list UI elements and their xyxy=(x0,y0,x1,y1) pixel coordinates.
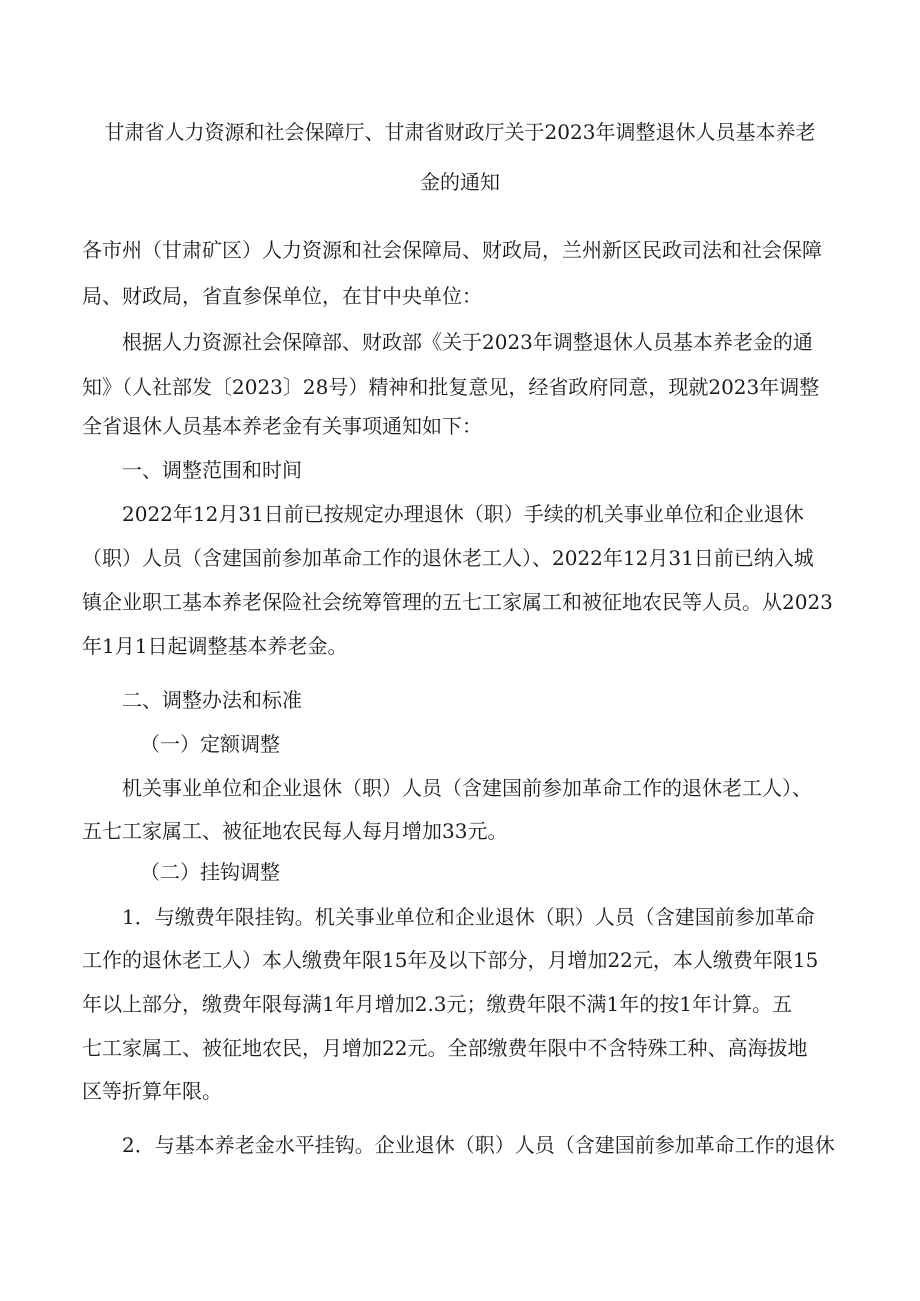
subsection-1-line-1: 机关事业单位和企业退休（职）人员（含建国前参加革命工作的退休老工人）、 xyxy=(122,776,812,800)
section-1-heading: 一、调整范围和时间 xyxy=(122,458,302,482)
section-2-heading: 二、调整办法和标准 xyxy=(122,688,302,712)
intro-line-3: 全省退休人员基本养老金有关事项通知如下： xyxy=(82,414,482,438)
intro-line-2: 知》（人社部发〔2023〕28号）精神和批复意见，经省政府同意，现就2023年调整 xyxy=(82,375,820,399)
item-1-line-2: 工作的退休老工人）本人缴费年限15年及以下部分，月增加22元，本人缴费年限15 xyxy=(82,948,819,972)
subsection-1-line-2: 五七工家属工、被征地农民每人每月增加33元。 xyxy=(82,819,508,843)
item-1-line-3: 年以上部分，缴费年限每满1年月增加2.3元；缴费年限不满1年的按1年计算。五 xyxy=(82,992,792,1016)
addressee-line-2: 局、财政局，省直参保单位，在甘中央单位： xyxy=(82,284,482,308)
item-2-line-1: 2．与基本养老金水平挂钩。企业退休（职）人员（含建国前参加革命工作的退休 xyxy=(122,1133,835,1157)
intro-line-1: 根据人力资源社会保障部、财政部《关于2023年调整退休人员基本养老金的通 xyxy=(122,330,813,354)
section-1-line-1: 2022年12月31日前已按规定办理退休（职）手续的机关事业单位和企业退休 xyxy=(122,502,804,526)
section-1-line-3: 镇企业职工基本养老保险社会统筹管理的五七工家属工和被征地农民等人员。从2023 xyxy=(82,590,833,614)
subsection-1-heading: （一）定额调整 xyxy=(140,732,280,756)
subsection-2-heading: （二）挂钩调整 xyxy=(140,860,280,884)
item-1-line-5: 区等折算年限。 xyxy=(82,1079,222,1103)
item-1-line-4: 七工家属工、被征地农民，月增加22元。全部缴费年限中不含特殊工种、高海拔地 xyxy=(82,1036,808,1060)
section-1-line-2: （职）人员（含建国前参加革命工作的退休老工人）、2022年12月31日前已纳入城 xyxy=(82,546,814,570)
section-1-line-4: 年1月1日起调整基本养老金。 xyxy=(82,634,348,658)
addressee-line-1: 各市州（甘肃矿区）人力资源和社会保障局、财政局，兰州新区民政司法和社会保障 xyxy=(82,238,822,262)
item-1-line-1: 1．与缴费年限挂钩。机关事业单位和企业退休（职）人员（含建国前参加革命 xyxy=(122,905,815,929)
document-title-line-1: 甘肃省人力资源和社会保障厅、甘肃省财政厅关于2023年调整退休人员基本养老 xyxy=(104,120,816,144)
document-title-line-2: 金的通知 xyxy=(420,170,500,194)
